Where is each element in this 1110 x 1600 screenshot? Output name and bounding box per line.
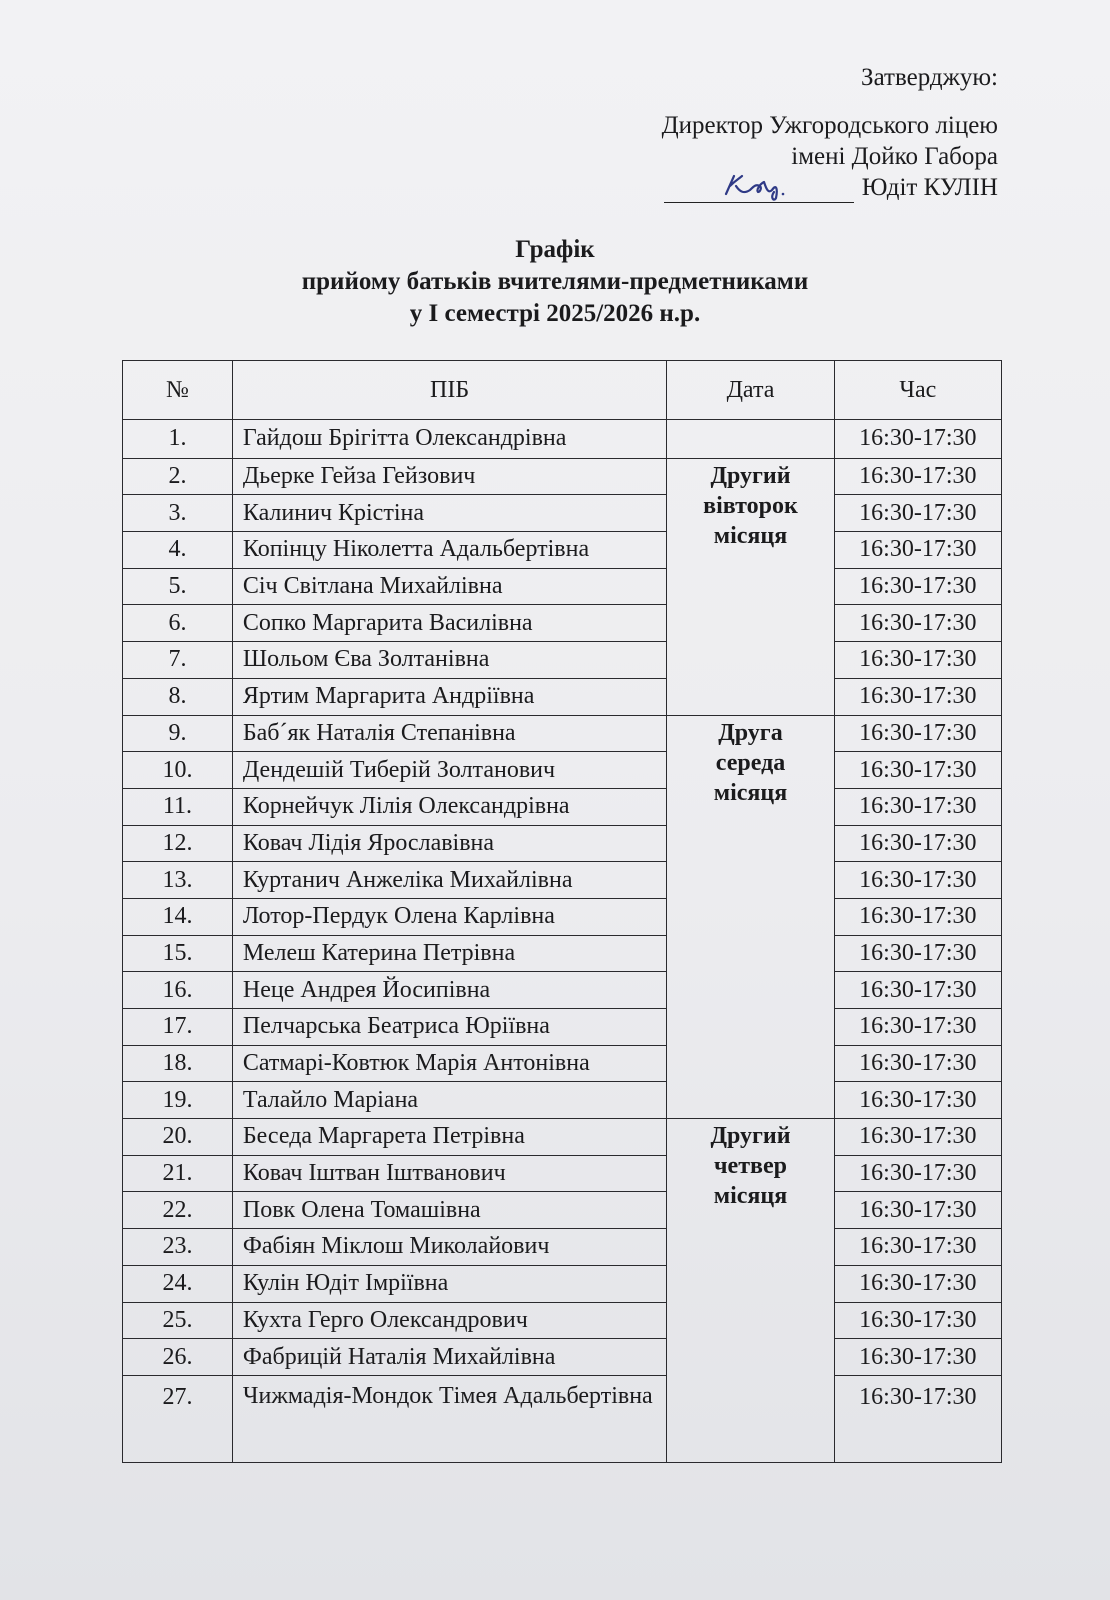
time-slot: 16:30-17:30 (834, 935, 1001, 972)
row-number: 22. (123, 1192, 233, 1229)
table-row (123, 1375, 1002, 1462)
date-cell-wednesday (667, 715, 834, 1119)
teacher-name: Гайдош Брігітта Олександрівна (232, 420, 666, 459)
time-slot: 16:30-17:30 (834, 1375, 1001, 1462)
teacher-name: Яртим Маргарита Андріївна (232, 678, 666, 715)
teacher-name: Куртанич Анжеліка Михайлівна (232, 862, 666, 899)
time-slot: 16:30-17:30 (834, 1302, 1001, 1339)
time-slot: 16:30-17:30 (834, 605, 1001, 642)
table-row (123, 1229, 1002, 1266)
table-row (123, 972, 1002, 1009)
table-row (123, 642, 1002, 679)
table-row (123, 605, 1002, 642)
teacher-name: Баб´як Наталія Степанівна (232, 715, 666, 752)
time-slot: 16:30-17:30 (834, 1009, 1001, 1046)
handwritten-signature-icon (720, 168, 800, 202)
header-date: Дата (667, 361, 834, 420)
teacher-name: Лотор-Пердук Олена Карлівна (232, 898, 666, 935)
header-num: № (123, 361, 233, 420)
date-line: Другий (710, 462, 791, 489)
time-slot: 16:30-17:30 (834, 898, 1001, 935)
time-slot: 16:30-17:30 (834, 678, 1001, 715)
date-line: четвер (714, 1153, 787, 1180)
teacher-name: Повк Олена Томашівна (232, 1192, 666, 1229)
time-slot: 16:30-17:30 (834, 568, 1001, 605)
teacher-name: Копінцу Ніколетта Адальбертівна (232, 532, 666, 569)
row-number: 7. (123, 642, 233, 679)
approval-block (662, 62, 998, 203)
time-slot: 16:30-17:30 (834, 1339, 1001, 1376)
teacher-name: Фабрицій Наталія Михайлівна (232, 1339, 666, 1376)
table-row (123, 825, 1002, 862)
time-slot: 16:30-17:30 (834, 1045, 1001, 1082)
director-position-line1: Директор Ужгородського ліцею (661, 112, 998, 139)
table-header-row (123, 361, 1002, 420)
time-slot: 16:30-17:30 (834, 420, 1001, 459)
teacher-name: Мелеш Катерина Петрівна (232, 935, 666, 972)
time-slot: 16:30-17:30 (834, 1265, 1001, 1302)
time-slot: 16:30-17:30 (834, 972, 1001, 1009)
row-number: 2. (123, 458, 233, 495)
row-number: 8. (123, 678, 233, 715)
teacher-name: Дьерке Гейза Гейзович (232, 458, 666, 495)
table-row (123, 568, 1002, 605)
table-row (123, 752, 1002, 789)
date-line: місяця (713, 1183, 788, 1210)
time-slot: 16:30-17:30 (834, 1082, 1001, 1119)
row-number: 6. (123, 605, 233, 642)
teacher-name: Сопко Маргарита Василівна (232, 605, 666, 642)
table-row (123, 1045, 1002, 1082)
director-position-line2: імені Дойко Габора (791, 143, 998, 170)
time-slot: 16:30-17:30 (834, 1192, 1001, 1229)
approval-heading: Затверджую: (861, 64, 998, 91)
row-number: 16. (123, 972, 233, 1009)
time-slot: 16:30-17:30 (834, 495, 1001, 532)
row-number: 19. (123, 1082, 233, 1119)
teacher-name: Неце Андрея Йосипівна (232, 972, 666, 1009)
table-row (123, 788, 1002, 825)
time-slot: 16:30-17:30 (834, 825, 1001, 862)
teacher-name: Ковач Лідія Ярославівна (232, 825, 666, 862)
time-slot: 16:30-17:30 (834, 788, 1001, 825)
table-row (123, 715, 1002, 752)
teacher-name: Беседа Маргарета Петрівна (232, 1119, 666, 1156)
row-number: 24. (123, 1265, 233, 1302)
time-slot: 16:30-17:30 (834, 532, 1001, 569)
teacher-name: Чижмадія-Мондок Тімея Адальбертівна (232, 1375, 666, 1462)
time-slot: 16:30-17:30 (834, 715, 1001, 752)
signature-row (662, 172, 998, 203)
time-slot: 16:30-17:30 (834, 642, 1001, 679)
teacher-name: Шольом Єва Золтанівна (232, 642, 666, 679)
table-row (123, 532, 1002, 569)
row-number: 21. (123, 1155, 233, 1192)
table-row (123, 1302, 1002, 1339)
table-row (123, 1009, 1002, 1046)
header-time: Час (834, 361, 1001, 420)
title-line-2: прийому батьків вчителями-предметниками (301, 268, 809, 295)
table-row (123, 862, 1002, 899)
document-title (0, 234, 1110, 330)
date-line: місяця (713, 522, 788, 549)
table-row (123, 935, 1002, 972)
row-number: 12. (123, 825, 233, 862)
table-row (123, 1265, 1002, 1302)
row-number: 5. (123, 568, 233, 605)
date-line: середа (715, 749, 786, 776)
teacher-name: Талайло Маріана (232, 1082, 666, 1119)
row-number: 14. (123, 898, 233, 935)
row-number: 10. (123, 752, 233, 789)
date-cell-tuesday (667, 458, 834, 715)
teacher-name: Калинич Крістіна (232, 495, 666, 532)
row-number: 18. (123, 1045, 233, 1082)
row-number: 13. (123, 862, 233, 899)
row-number: 4. (123, 532, 233, 569)
row-number: 25. (123, 1302, 233, 1339)
teacher-name: Пелчарська Беатриса Юріївна (232, 1009, 666, 1046)
table-row (123, 898, 1002, 935)
row-number: 20. (123, 1119, 233, 1156)
row-number: 3. (123, 495, 233, 532)
schedule-table (122, 360, 1002, 1463)
teacher-name: Кухта Герго Олександрович (232, 1302, 666, 1339)
row-number: 15. (123, 935, 233, 972)
time-slot: 16:30-17:30 (834, 752, 1001, 789)
table-row (123, 1339, 1002, 1376)
date-line: Друга (718, 719, 783, 746)
row-number: 11. (123, 788, 233, 825)
teacher-name: Кулін Юдіт Імріївна (232, 1265, 666, 1302)
title-line-1: Графік (515, 236, 595, 263)
teacher-name: Ковач Іштван Іштванович (232, 1155, 666, 1192)
row-number: 9. (123, 715, 233, 752)
row-number: 27. (123, 1375, 233, 1462)
table-row (123, 1119, 1002, 1156)
table-row (123, 1082, 1002, 1119)
row-number: 23. (123, 1229, 233, 1266)
teacher-name: Сатмарі-Ковтюк Марія Антонівна (232, 1045, 666, 1082)
row-number: 17. (123, 1009, 233, 1046)
header-name: ПІБ (232, 361, 666, 420)
date-cell-thursday (667, 1119, 834, 1463)
time-slot: 16:30-17:30 (834, 862, 1001, 899)
teacher-name: Фабіян Міклош Миколайович (232, 1229, 666, 1266)
teacher-name: Корнейчук Лілія Олександрівна (232, 788, 666, 825)
date-cell-empty (667, 420, 834, 459)
row-number: 1. (123, 420, 233, 459)
table-row (123, 420, 1002, 459)
time-slot: 16:30-17:30 (834, 1155, 1001, 1192)
signature-line (664, 174, 854, 203)
time-slot: 16:30-17:30 (834, 1119, 1001, 1156)
teacher-name: Дендешій Тиберій Золтанович (232, 752, 666, 789)
table-row (123, 1155, 1002, 1192)
signer-name: Юдіт КУЛІН (861, 174, 998, 201)
title-line-3: у І семестрі 2025/2026 н.р. (409, 300, 701, 327)
date-line: вівторок (703, 492, 798, 519)
table-row (123, 678, 1002, 715)
time-slot: 16:30-17:30 (834, 1229, 1001, 1266)
time-slot: 16:30-17:30 (834, 458, 1001, 495)
date-line: місяця (713, 779, 788, 806)
row-number: 26. (123, 1339, 233, 1376)
teacher-name: Січ Світлана Михайлівна (232, 568, 666, 605)
date-line: Другий (710, 1123, 791, 1150)
table-row (123, 495, 1002, 532)
table-row (123, 1192, 1002, 1229)
table-row (123, 458, 1002, 495)
